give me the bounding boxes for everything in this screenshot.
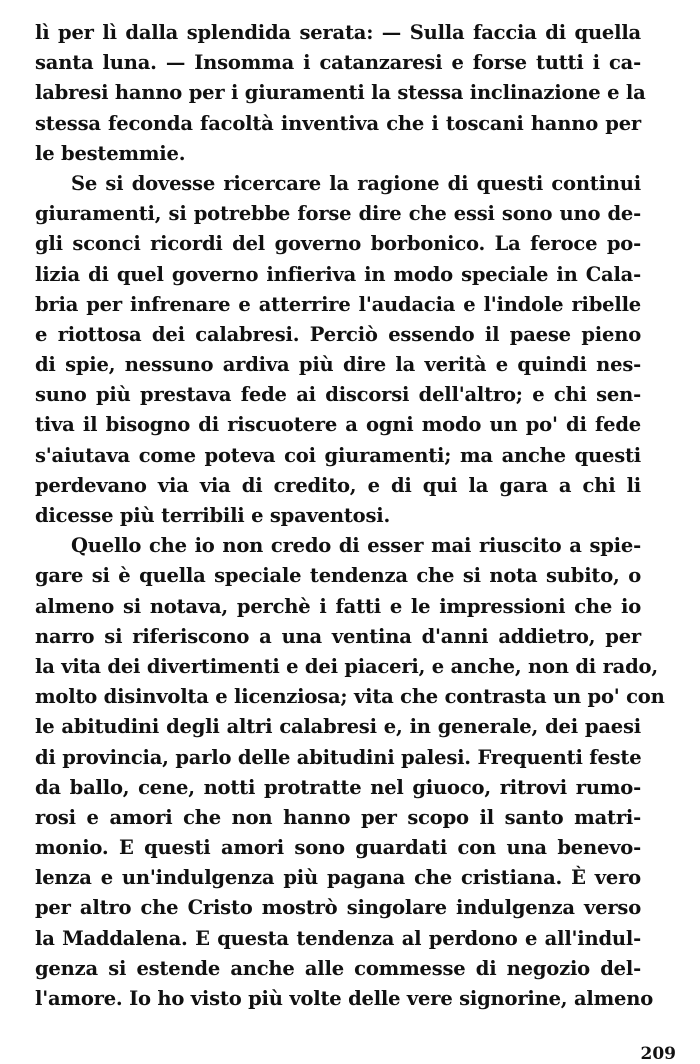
text-line: monio. E questi amori sono guardati con una benevo- xyxy=(35,836,641,860)
text-line: s'aiutava come poteva coi giuramenti; ma anche questi xyxy=(35,443,641,467)
body-text xyxy=(35,18,665,1014)
text-line: santa luna. — Insomma i catanzaresi e forse tutti i ca- xyxy=(35,51,641,75)
text-line: da ballo, cene, notti protratte nel giuoco, ritrovi rumo- xyxy=(35,775,641,799)
text-line: lenza e un'indulgenza più pagana che cristiana. È vero xyxy=(35,866,641,890)
text-line: la Maddalena. E questa tendenza al perdono e all'indul- xyxy=(35,926,641,950)
text-line: di provincia, parlo delle abitudini palesi. Frequenti feste xyxy=(35,745,642,769)
text-line: suno più prestava fede ai discorsi dell'altro; e chi sen- xyxy=(35,383,641,407)
text-line: gli sconci ricordi del governo borbonico. La feroce po- xyxy=(35,232,641,256)
text-line: l'amore. Io ho visto più volte delle vere signorine, almeno xyxy=(35,987,654,1010)
text-line: tiva il bisogno di riscuotere a ogni modo un po' di fede xyxy=(35,413,641,437)
text-line: gare si è quella speciale tendenza che si nota subito, o xyxy=(35,564,641,588)
text-line: le abitudini degli altri calabresi e, in generale, dei paesi xyxy=(35,715,641,739)
text-line: perdevano via via di credito, e di qui la gara a chi li xyxy=(35,473,641,497)
text-line: la vita dei divertimenti e dei piaceri, e anche, non di rado, xyxy=(35,654,658,678)
text-line: e riottosa dei calabresi. Perciò essendo il paese pieno xyxy=(35,322,641,346)
text-line: almeno si notava, perchè i fatti e le impressioni che io xyxy=(35,594,641,618)
text-line: rosi e amori che non hanno per scopo il santo matri- xyxy=(35,805,641,829)
text-line: bria per infrenare e atterrire l'audacia e l'indole ribelle xyxy=(35,292,641,316)
text-line: narro si riferiscono a una ventina d'anni addietro, per xyxy=(35,624,641,648)
text-line: dicesse più terribili e spaventosi. xyxy=(35,504,391,527)
text-line: genza si estende anche alle commesse di negozio del- xyxy=(35,956,641,980)
paragraph-first-line: Quello che io non credo di esser mai riuscito a spie- xyxy=(71,534,641,558)
text-line: stessa feconda facoltà inventiva che i toscani hanno per xyxy=(35,111,641,135)
text-line: labresi hanno per i giuramenti la stessa inclinazione e la xyxy=(35,81,646,105)
paragraph-first-line: Se si dovesse ricercare la ragione di questi continui xyxy=(71,171,641,195)
text-line: di spie, nessuno ardiva più dire la verità e quindi nes- xyxy=(35,353,641,377)
text-line: molto disinvolta e licenziosa; vita che contrasta un po' con xyxy=(35,685,665,709)
text-line: lì per lì dalla splendida serata: — Sulla faccia di quella xyxy=(35,21,641,44)
text-line: giuramenti, si potrebbe forse dire che essi sono uno de- xyxy=(35,202,641,226)
page-number: 209 xyxy=(640,1044,676,1064)
text-line: lizia di quel governo infieriva in modo speciale in Cala- xyxy=(35,262,641,286)
text-line: per altro che Cristo mostrò singolare indulgenza verso xyxy=(35,896,641,920)
text-line: le bestemmie. xyxy=(35,141,186,165)
